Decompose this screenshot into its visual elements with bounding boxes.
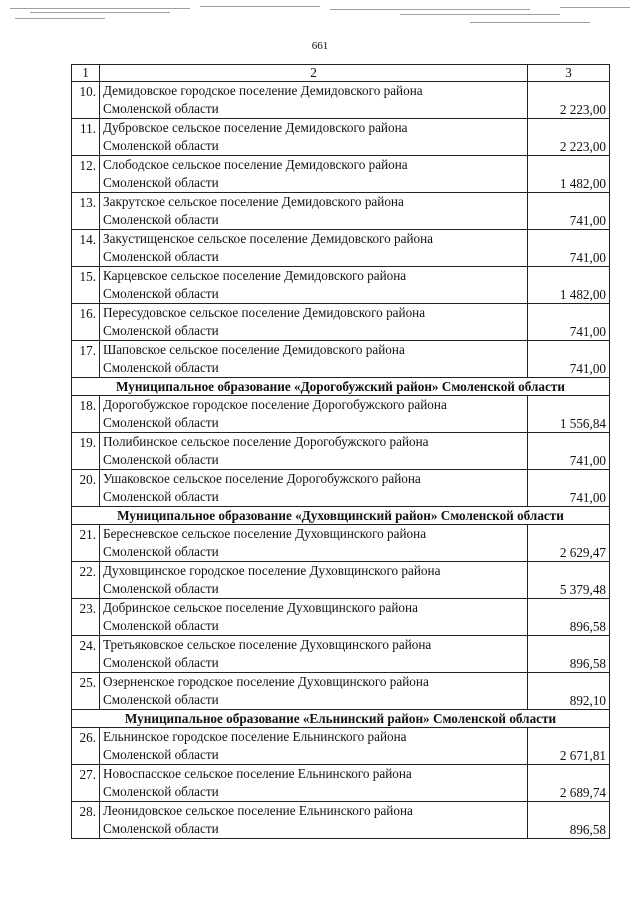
settlement-name	[100, 673, 528, 710]
settlement-name-line-2: Смоленской области	[103, 211, 219, 227]
amount-value: 5 379,48	[528, 562, 610, 599]
amount-value: 741,00	[528, 230, 610, 267]
page-number: 661	[311, 40, 329, 52]
amount-value: 741,00	[528, 470, 610, 507]
settlement-name-line-2: Смоленской области	[103, 100, 219, 116]
settlement-name	[100, 765, 528, 802]
row-number: 13.	[72, 193, 100, 230]
settlement-name-line-1: Пересудовское сельское поселение Демидовского района	[103, 305, 426, 320]
settlement-name-line-2: Смоленской области	[103, 543, 219, 559]
allocation-table	[71, 64, 610, 839]
row-number: 12.	[72, 156, 100, 193]
settlement-name-line-2: Смоленской области	[103, 137, 219, 153]
table-row	[72, 470, 610, 507]
settlement-name	[100, 267, 528, 304]
settlement-name-line-2: Смоленской области	[103, 414, 219, 430]
row-number: 21.	[72, 525, 100, 562]
settlement-name	[100, 156, 528, 193]
section-title: Муниципальное образование «Духовщинский район» Смоленской области	[72, 507, 610, 525]
amount-value: 896,58	[528, 802, 610, 839]
row-number: 10.	[72, 82, 100, 119]
settlement-name-line-2: Смоленской области	[103, 174, 219, 190]
row-number: 22.	[72, 562, 100, 599]
settlement-name-line-1: Добринское сельское поселение Духовщинского района	[103, 600, 418, 615]
settlement-name-line-2: Смоленской области	[103, 691, 219, 707]
settlement-name-line-1: Закустищенское сельское поселение Демидовского района	[103, 231, 434, 246]
amount-value: 2 689,74	[528, 765, 610, 802]
settlement-name-line-1: Ельнинское городское поселение Ельнинского района	[103, 729, 407, 744]
amount-value: 2 223,00	[528, 119, 610, 156]
settlement-name-line-1: Шаповское сельское поселение Демидовского района	[103, 342, 405, 357]
section-heading-row	[72, 378, 610, 396]
settlement-name	[100, 230, 528, 267]
row-number: 27.	[72, 765, 100, 802]
row-number: 18.	[72, 396, 100, 433]
settlement-name	[100, 599, 528, 636]
table-row	[72, 230, 610, 267]
settlement-name-line-1: Ушаковское сельское поселение Дорогобужского района	[103, 471, 421, 486]
table-row	[72, 636, 610, 673]
settlement-name	[100, 341, 528, 378]
table-row	[72, 673, 610, 710]
settlement-name-line-1: Дубровское сельское поселение Демидовского района	[103, 120, 408, 135]
row-number: 25.	[72, 673, 100, 710]
settlement-name-line-1: Демидовское городское поселение Демидовского района	[103, 83, 423, 98]
amount-value: 2 223,00	[528, 82, 610, 119]
settlement-name-line-2: Смоленской области	[103, 654, 219, 670]
table-header-row	[72, 65, 610, 82]
section-heading-row	[72, 710, 610, 728]
settlement-name-line-1: Закрутское сельское поселение Демидовского района	[103, 194, 404, 209]
table-row	[72, 599, 610, 636]
settlement-name	[100, 525, 528, 562]
settlement-name-line-2: Смоленской области	[103, 285, 219, 301]
table-row	[72, 433, 610, 470]
header-col-3: 3	[528, 65, 610, 82]
row-number: 23.	[72, 599, 100, 636]
row-number: 28.	[72, 802, 100, 839]
settlement-name-line-2: Смоленской области	[103, 820, 219, 836]
row-number: 24.	[72, 636, 100, 673]
settlement-name-line-2: Смоленской области	[103, 617, 219, 633]
settlement-name-line-1: Духовщинское городское поселение Духовщинского района	[103, 563, 441, 578]
row-number: 15.	[72, 267, 100, 304]
settlement-name-line-1: Бересневское сельское поселение Духовщинского района	[103, 526, 427, 541]
table-row	[72, 341, 610, 378]
row-number: 14.	[72, 230, 100, 267]
settlement-name-line-2: Смоленской области	[103, 451, 219, 467]
table-row	[72, 119, 610, 156]
table-row	[72, 525, 610, 562]
settlement-name-line-1: Озерненское городское поселение Духовщинского района	[103, 674, 429, 689]
settlement-name-line-1: Полибинское сельское поселение Дорогобужского района	[103, 434, 429, 449]
settlement-name-line-2: Смоленской области	[103, 359, 219, 375]
settlement-name-line-2: Смоленской области	[103, 580, 219, 596]
settlement-name	[100, 396, 528, 433]
row-number: 26.	[72, 728, 100, 765]
amount-value: 2 629,47	[528, 525, 610, 562]
amount-value: 741,00	[528, 193, 610, 230]
section-title: Муниципальное образование «Дорогобужский район» Смоленской области	[72, 378, 610, 396]
amount-value: 1 556,84	[528, 396, 610, 433]
settlement-name-line-2: Смоленской области	[103, 248, 219, 264]
settlement-name	[100, 562, 528, 599]
section-heading-row	[72, 507, 610, 525]
section-title: Муниципальное образование «Ельнинский район» Смоленской области	[72, 710, 610, 728]
amount-value: 1 482,00	[528, 156, 610, 193]
settlement-name	[100, 802, 528, 839]
settlement-name	[100, 82, 528, 119]
amount-value: 741,00	[528, 341, 610, 378]
table-row	[72, 396, 610, 433]
settlement-name	[100, 304, 528, 341]
settlement-name-line-1: Карцевское сельское поселение Демидовского района	[103, 268, 407, 283]
scan-noise-strip	[0, 0, 640, 40]
amount-value: 896,58	[528, 636, 610, 673]
table-row	[72, 802, 610, 839]
table-row	[72, 304, 610, 341]
table-row	[72, 82, 610, 119]
row-number: 20.	[72, 470, 100, 507]
table-row	[72, 193, 610, 230]
settlement-name	[100, 728, 528, 765]
table-row	[72, 267, 610, 304]
settlement-name	[100, 636, 528, 673]
settlement-name-line-1: Леонидовское сельское поселение Ельнинского района	[103, 803, 413, 818]
settlement-name	[100, 119, 528, 156]
table-row	[72, 156, 610, 193]
table-row	[72, 765, 610, 802]
settlement-name-line-1: Слободское сельское поселение Демидовского района	[103, 157, 408, 172]
settlement-name-line-1: Третьяковское сельское поселение Духовщинского района	[103, 637, 432, 652]
table-row	[72, 562, 610, 599]
settlement-name-line-2: Смоленской области	[103, 322, 219, 338]
amount-value: 896,58	[528, 599, 610, 636]
amount-value: 741,00	[528, 433, 610, 470]
row-number: 19.	[72, 433, 100, 470]
settlement-name	[100, 470, 528, 507]
settlement-name-line-1: Новоспасское сельское поселение Ельнинского района	[103, 766, 412, 781]
row-number: 16.	[72, 304, 100, 341]
amount-value: 1 482,00	[528, 267, 610, 304]
table-row	[72, 728, 610, 765]
settlement-name	[100, 193, 528, 230]
amount-value: 2 671,81	[528, 728, 610, 765]
settlement-name-line-1: Дорогобужское городское поселение Дорогобужского района	[103, 397, 447, 412]
settlement-name-line-2: Смоленской области	[103, 746, 219, 762]
settlement-name	[100, 433, 528, 470]
amount-value: 892,10	[528, 673, 610, 710]
row-number: 11.	[72, 119, 100, 156]
header-col-1: 1	[72, 65, 100, 82]
amount-value: 741,00	[528, 304, 610, 341]
header-col-2: 2	[100, 65, 528, 82]
settlement-name-line-2: Смоленской области	[103, 783, 219, 799]
settlement-name-line-2: Смоленской области	[103, 488, 219, 504]
row-number: 17.	[72, 341, 100, 378]
